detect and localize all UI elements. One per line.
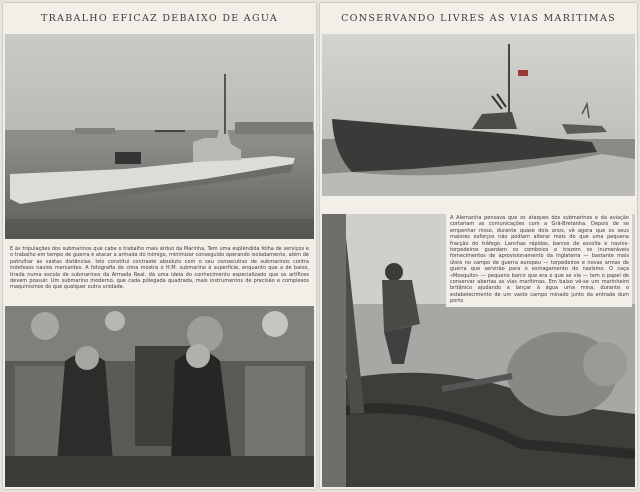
submarine-photo xyxy=(5,34,314,239)
left-page-caption: É às tripulações dos submarinos que cabe o trabalho mais árduo da Marinha. Tem uma esplêndida folha de serviços e o trabalho em tempo de guerra é atacar a armada do inimigo, minimizar conseguido operando isoladamente, além de patrulhar as vastas distâncias. Isto constitui contraste absoluto com o seu consecutivo de submarinos contra indefesos navios mercantes. A fotografia de cima mostra o H.M. submarino à superfície, enquanto que a de baixo, tirada numa escola de submarinos da Armada Real, dá uma ideia do conhecimento especializado que os artífices devem possuir. Um submarino moderno, que cada pólegada quadrada, mais instrumentos de precisão e complexos maquinismos do que qualquer outra unidade. xyxy=(10,246,309,291)
right-page-title: CONSERVANDO LIVRES AS VIAS MARITIMAS xyxy=(341,13,616,24)
left-page xyxy=(3,3,316,489)
right-page xyxy=(320,3,637,489)
right-page-caption: A Alemanha pensava que os ataques dos submarinos e da aviação cortariam as comunicações com a Grã-Bretanha. Depois de se empenhar nisso, durante quase dois anos, vê agora que os seus maiores esforços não podiam alterar mais do que uma pequena fracção do tráfego. Lanchas rápidas, barcos de escolta e navios-torpedeiros guardam os comboios e trazem os inumeráveis fornecimentos de aprovisionamento da Inglaterra — bastante mais úteis no campo de guerra europeu — torpedeiros e novas armas de guerra que servirão para o esmagamento do nazismo. O caça «Mosquito» — pequeno barco que era o que se via — tem o papel de conservar abertas as vias marítimas. Em baixo vê-se um marinheiro britânico ajudando a lançar à água uma mina, durante o estabelecimento de um vasto campo minado junto da entrada dum porto. xyxy=(446,211,632,307)
engine-room-photo xyxy=(5,306,314,487)
left-page-title: TRABALHO EFICAZ DEBAIXO DE AGUA xyxy=(40,13,279,24)
motor-torpedo-boat-photo xyxy=(322,34,635,196)
